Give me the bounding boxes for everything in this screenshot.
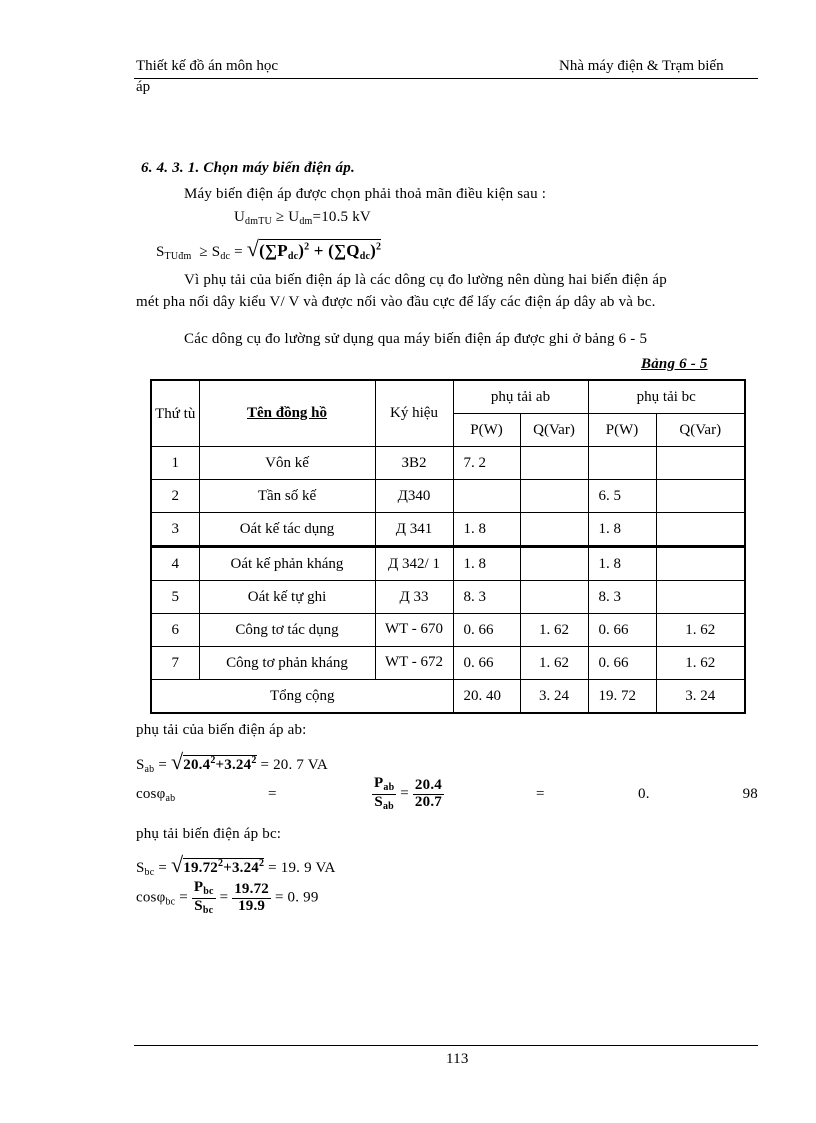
cell-q-ab: [520, 547, 588, 581]
table-intro: Các dông cụ đo lường sử dụng qua máy biến điện áp được ghi ở bảng 6 - 5: [184, 331, 648, 347]
table-row: [151, 647, 745, 680]
header-rule: [134, 78, 758, 79]
equation-cosbc: cosφ$_{bc}$ = $\frac{P_{bc}}{S_{bc}}$ = $\frac{19.72}{19.9}$ = 0. 99: [136, 879, 319, 916]
header-load-bc: phụ tải bc: [588, 380, 745, 414]
cell-symbol: WT - 672: [375, 647, 453, 680]
cell-q-bc: [656, 547, 745, 581]
total-p-ab: 20. 40: [453, 680, 520, 714]
total-label: Tổng cộng: [151, 680, 453, 714]
table-row: [151, 614, 745, 647]
cell-q-bc: 1. 62: [656, 647, 745, 680]
cell-name: Oát kế phản kháng: [199, 547, 375, 581]
cell-p-bc: 0. 66: [588, 647, 656, 680]
cell-p-bc: 8. 3: [588, 581, 656, 614]
cell-stt: 4: [151, 547, 199, 581]
page-number: 113: [446, 1051, 469, 1067]
cell-stt: 3: [151, 513, 199, 547]
cell-p-bc: [588, 447, 656, 480]
cell-name: Tần số kế: [199, 480, 375, 513]
cell-name: Oát kế tự ghi: [199, 581, 375, 614]
cell-name: Oát kế tác dụng: [199, 513, 375, 547]
cell-name: Công tơ tác dụng: [199, 614, 375, 647]
cell-p-ab: 0. 66: [453, 614, 520, 647]
equation-sab: $S_{ab} = √20.4^2+3.24^2 = 20$. 7 VA: [136, 749, 328, 775]
equation-cosab: cosφ$_{ab}$ = $\frac{P_{ab}}{S_{ab}}$ = $\frac{20.4}{20.7}$ = 0. 98: [136, 775, 758, 812]
equation-sbc: $S_{bc} = √19.72^2+3.24^2 = 19$. 9 VA: [136, 852, 336, 878]
section-title: 6. 4. 3. 1. Chọn máy biến điện áp.: [141, 160, 355, 176]
table-row: [151, 447, 745, 480]
cell-q-ab: 1. 62: [520, 647, 588, 680]
cell-q-ab: [520, 480, 588, 513]
cell-p-bc: 6. 5: [588, 480, 656, 513]
cell-p-ab: 7. 2: [453, 447, 520, 480]
cell-p-ab: 1. 8: [453, 547, 520, 581]
equation-voltage: $U_{dmTU} \ge U_{dm}=10.5$ kV: [234, 209, 371, 227]
cell-q-ab: [520, 447, 588, 480]
cell-symbol: Д 342/ 1: [375, 547, 453, 581]
cell-stt: 2: [151, 480, 199, 513]
cell-name: Vôn kế: [199, 447, 375, 480]
cell-stt: 5: [151, 581, 199, 614]
paragraph-line2: mét pha nối dây kiểu V/ V và được nối vào đầu cực để lấy các điện áp dây ab và bc.: [136, 294, 656, 310]
cell-p-ab: [453, 480, 520, 513]
cell-symbol: WT - 670: [375, 614, 453, 647]
instrument-table: [150, 379, 746, 714]
cell-symbol: Д 33: [375, 581, 453, 614]
cell-q-bc: 1. 62: [656, 614, 745, 647]
total-q-bc: 3. 24: [656, 680, 745, 714]
header-q-ab: Q(Var): [520, 414, 588, 447]
table-row: [151, 581, 745, 614]
cell-stt: 1: [151, 447, 199, 480]
footer-rule: [134, 1045, 758, 1046]
cell-p-ab: 0. 66: [453, 647, 520, 680]
header-p-ab: P(W): [453, 414, 520, 447]
cell-symbol: Д 341: [375, 513, 453, 547]
bc-title: phụ tải biến điện áp bc:: [136, 826, 282, 842]
cell-stt: 6: [151, 614, 199, 647]
cell-p-bc: 0. 66: [588, 614, 656, 647]
sqrt-icon: √: [246, 236, 260, 261]
header-left: Thiết kế đồ án môn học: [136, 58, 279, 74]
cell-q-bc: [656, 447, 745, 480]
cell-symbol: Д340: [375, 480, 453, 513]
cell-q-ab: 1. 62: [520, 614, 588, 647]
cell-q-ab: [520, 581, 588, 614]
cell-p-ab: 1. 8: [453, 513, 520, 547]
table-row: [151, 547, 745, 581]
header-stt: Thứ tù: [151, 380, 199, 447]
header-load-ab: phụ tải ab: [453, 380, 588, 414]
cell-q-bc: [656, 581, 745, 614]
header-right: Nhà máy điện & Trạm biến: [559, 58, 724, 74]
paragraph-line1: Vì phụ tải của biến điện áp là các dông cụ đo lường nên dùng hai biến điện áp: [184, 272, 667, 288]
header-symbol: Ký hiệu: [375, 380, 453, 447]
table-row: [151, 480, 745, 513]
cell-p-bc: 1. 8: [588, 547, 656, 581]
cell-p-ab: 8. 3: [453, 581, 520, 614]
ab-title: phụ tải của biến điện áp ab:: [136, 722, 307, 738]
cell-name: Công tơ phản kháng: [199, 647, 375, 680]
header-p-bc: P(W): [588, 414, 656, 447]
cell-p-bc: 1. 8: [588, 513, 656, 547]
cell-q-ab: [520, 513, 588, 547]
header-wrap: áp: [136, 79, 151, 95]
header-name: Tên đồng hồ: [199, 380, 375, 447]
total-q-ab: 3. 24: [520, 680, 588, 714]
cell-q-bc: [656, 513, 745, 547]
cell-q-bc: [656, 480, 745, 513]
table-row: [151, 513, 745, 547]
sqrt-icon: √: [170, 749, 184, 774]
total-p-bc: 19. 72: [588, 680, 656, 714]
intro-text: Máy biến điện áp được chọn phải thoả mãn điều kiện sau :: [184, 186, 547, 202]
sqrt-icon: √: [170, 852, 184, 877]
table-caption: Bảng 6 - 5: [641, 356, 708, 372]
equation-power: $S_{TUđm} \ge S_{dc} = √(\sum P_{dc})^2 + (\sum Q_{dc})^2$: [156, 236, 382, 262]
table-total-row: [151, 680, 745, 714]
cell-stt: 7: [151, 647, 199, 680]
header-q-bc: Q(Var): [656, 414, 745, 447]
cell-symbol: ЗB2: [375, 447, 453, 480]
